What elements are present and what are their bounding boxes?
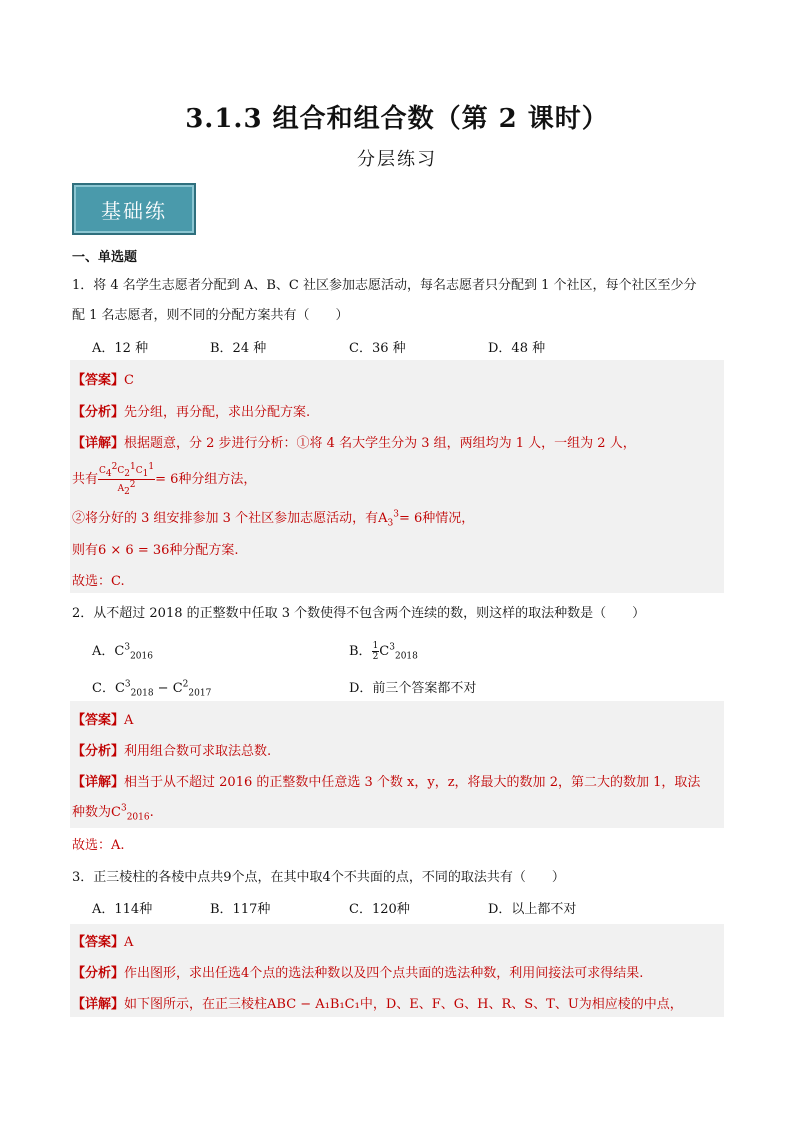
- q2-option-c: C．$C^3_{2018} - C^2_{2017}$: [92, 679, 212, 699]
- q2-answer-box: [70, 701, 724, 828]
- q1-stem-line2: 配 1 名志愿者，则不同的分配方案共有（ ）: [72, 308, 349, 323]
- q1-option-b: B．24 种: [210, 341, 267, 356]
- q1-detail2-prefix: 共有: [72, 471, 99, 487]
- section-heading: 一、单选题: [72, 250, 138, 265]
- q1-option-d: D．48 种: [488, 341, 546, 356]
- q1-analysis: 【分析】先分组，再分配，求出分配方案.: [72, 405, 311, 420]
- q2-answer: 【答案】A: [72, 713, 134, 728]
- q3-stem: 3．正三棱柱的各棱中点共9个点，在其中取4个不共面的点，不同的取法共有（ ）: [72, 870, 565, 885]
- q1-detail3-suffix: = 6种情况，: [398, 511, 475, 526]
- q1-option-a: A．12 种: [92, 341, 149, 356]
- q3-analysis: 【分析】作出图形，求出任选4个点的选法种数以及四个点共面的选法种数，利用间接法可求得结果.: [72, 966, 644, 981]
- q1-option-c: C．36 种: [349, 341, 406, 356]
- q1-choose: 故选：C.: [72, 574, 125, 589]
- q1-detail2-suffix: = 6种分组方法，: [155, 471, 257, 487]
- q1-answer: 【答案】C: [72, 373, 134, 388]
- q2-detail-line1: 【详解】相当于从不超过 2016 的正整数中任意选 3 个数 x，y，z，将最大的数加 2，第二大的数加 1，取法: [72, 775, 701, 790]
- page-subtitle: 分层练习: [357, 149, 437, 170]
- q2-option-b: B． $\frac{1}{2}$ $C^3_{2018}$: [349, 641, 418, 662]
- q2-option-a: A．$C^3_{2016}$: [92, 642, 153, 662]
- page-title: 3.1.3 组合和组合数（第 2 课时）: [185, 104, 609, 134]
- q3-option-b: B．117种: [210, 902, 271, 917]
- q2-analysis: 【分析】利用组合数可求取法总数.: [72, 744, 272, 759]
- q1-detail-line4: 则有6 × 6 = 36种分配方案.: [72, 543, 239, 558]
- q1-fraction: $\frac{C_4^2C_2^1C_1^1}{A_2^2}$: [99, 462, 155, 497]
- q3-answer: 【答案】A: [72, 935, 134, 950]
- q2-detail-line2: 种数为$C^3_{2016}$.: [72, 803, 154, 823]
- q1-detail-line1: 【详解】根据题意，分 2 步进行分析：①将 4 名大学生分为 3 组，两组均为 1 人，一组为 2 人，: [72, 436, 636, 451]
- q1-detail-line2: [72, 462, 256, 497]
- level-badge: 基础练: [72, 183, 196, 235]
- q1-detail3-prefix: ②将分好的 3 组安排参加 3 个社区参加志愿活动，有: [72, 511, 379, 526]
- q3-option-a: A．114种: [92, 902, 153, 917]
- q3-option-c: C．120种: [349, 902, 410, 917]
- q1-detail-line3: [72, 507, 474, 529]
- q1-arrangement: $A_3^3$: [378, 509, 399, 529]
- q2-option-d: D．前三个答案都不对: [349, 681, 477, 696]
- q2-choose: 故选：A.: [72, 838, 125, 853]
- q3-option-d: D．以上都不对: [488, 902, 577, 917]
- q3-detail-line1: 【详解】如下图所示，在正三棱柱ABC − A₁B₁C₁中，D、E、F、G、H、R、S、T、U为相应棱的中点，: [72, 997, 683, 1012]
- q2-stem: 2．从不超过 2018 的正整数中任取 3 个数使得不包含两个连续的数，则这样的取法种数是（ ）: [72, 606, 646, 621]
- q1-stem-line1: 1．将 4 名学生志愿者分配到 A、B、C 社区参加志愿活动，每名志愿者只分配到 1 个社区，每个社区至少分: [72, 278, 697, 293]
